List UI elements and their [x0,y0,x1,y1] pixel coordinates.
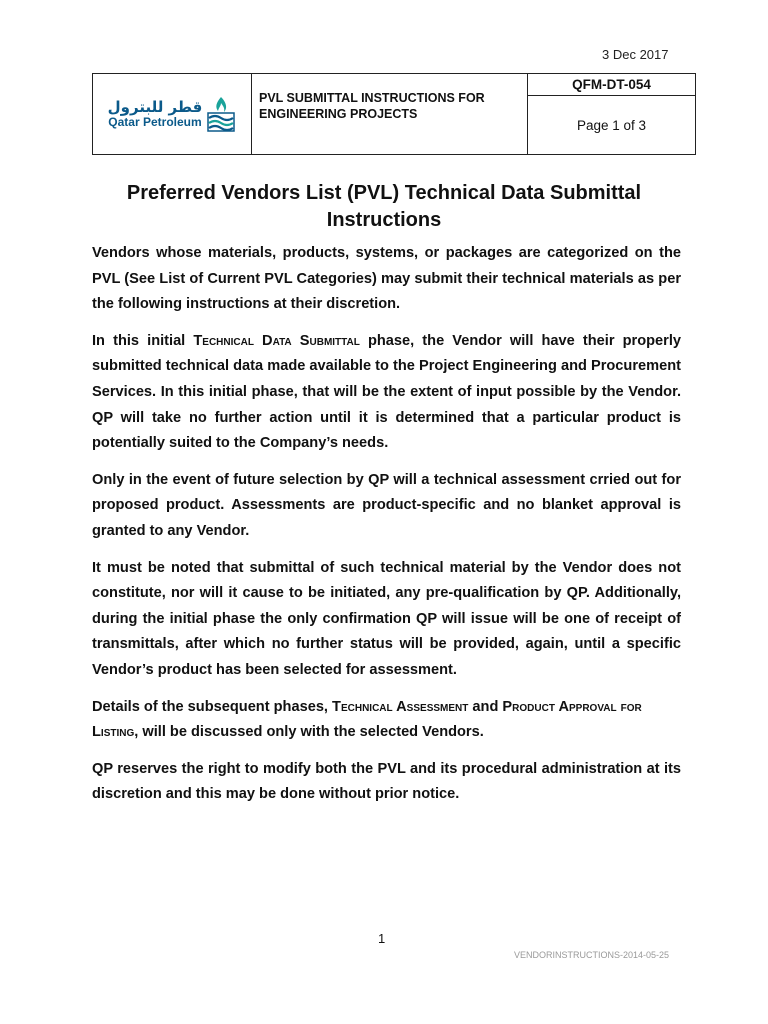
document-header-table [92,73,696,155]
logo-latin-text: Qatar Petroleum [108,115,202,129]
company-logo [108,95,237,133]
qp-flame-waves-icon [206,95,236,133]
footer-document-code: VENDORINSTRUCTIONS-2014-05-25 [514,950,670,960]
paragraph-2-intro: In this initial [92,332,194,349]
document-body [92,241,681,819]
logo-arabic-text: قطر للبترول [107,98,203,116]
header-title-line-1: PVL SUBMITTAL INSTRUCTIONS FOR [259,91,485,105]
header-logo-cell [93,74,252,154]
paragraph-5 [92,695,681,746]
paragraph-5-and: and [468,698,503,715]
page-title-line-2: Instructions [326,209,442,231]
page-number: 1 [378,931,386,946]
header-title-line-2: ENGINEERING PROJECTS [259,107,418,121]
paragraph-5-intro: Details of the subsequent phases, [92,698,333,715]
phase-term-product-approval: Product Approval for Listing [92,698,642,741]
phase-term-technical-data-submittal: Technical Data Submittal [193,332,360,349]
paragraph-5-body: , will be discussed only with the selected Vendors. [134,724,484,741]
paragraph-4: It must be noted that submittal of such technical material by the Vendor does not constitute, nor will it cause to be initiated, any pre-qualification by QP. Additionally, during the initial phase the only confirmation QP will issue will be one of receipt of transmittals, after which no further status will be provided, again, until a specific Vendor’s product has been selected for assessment. [92,559,681,678]
paragraph-1: Vendors whose materials, products, systems, or packages are categorized on the PVL (See List of Current PVL Categories) may submit their technical materials as per the following instructions at their discretion. [92,245,681,313]
header-meta-cell [528,74,695,154]
page-title-line-1: Preferred Vendors List (PVL) Technical Data Submittal [126,182,642,204]
page-title [92,180,676,234]
paragraph-6: QP reserves the right to modify both the PVL and its procedural administration at its discretion and this may be done without prior notice. [92,760,681,803]
header-title-cell [252,74,528,154]
paragraph-2 [92,329,681,457]
phase-term-technical-assessment: Technical Assessment [332,698,469,715]
document-date: 3 Dec 2017 [602,47,669,62]
logo-text [108,99,203,129]
page-count-label: Page 1 of 3 [576,117,647,133]
paragraph-2-body: phase, the Vendor will have their properly submitted technical data made available to the Project Engineering and Procurement Services. In this initial phase, that will be the extent of input possible by the Vendor. QP will take no further action until it is determined that a particular product is potentially suited to the Company’s needs. [92,332,682,452]
document-code: QFM-DT-054 [528,74,695,96]
paragraph-3: Only in the event of future selection by QP will a technical assessment crried out for proposed product. Assessments are product-specific and no blanket approval is granted to any Vendor. [92,471,681,539]
